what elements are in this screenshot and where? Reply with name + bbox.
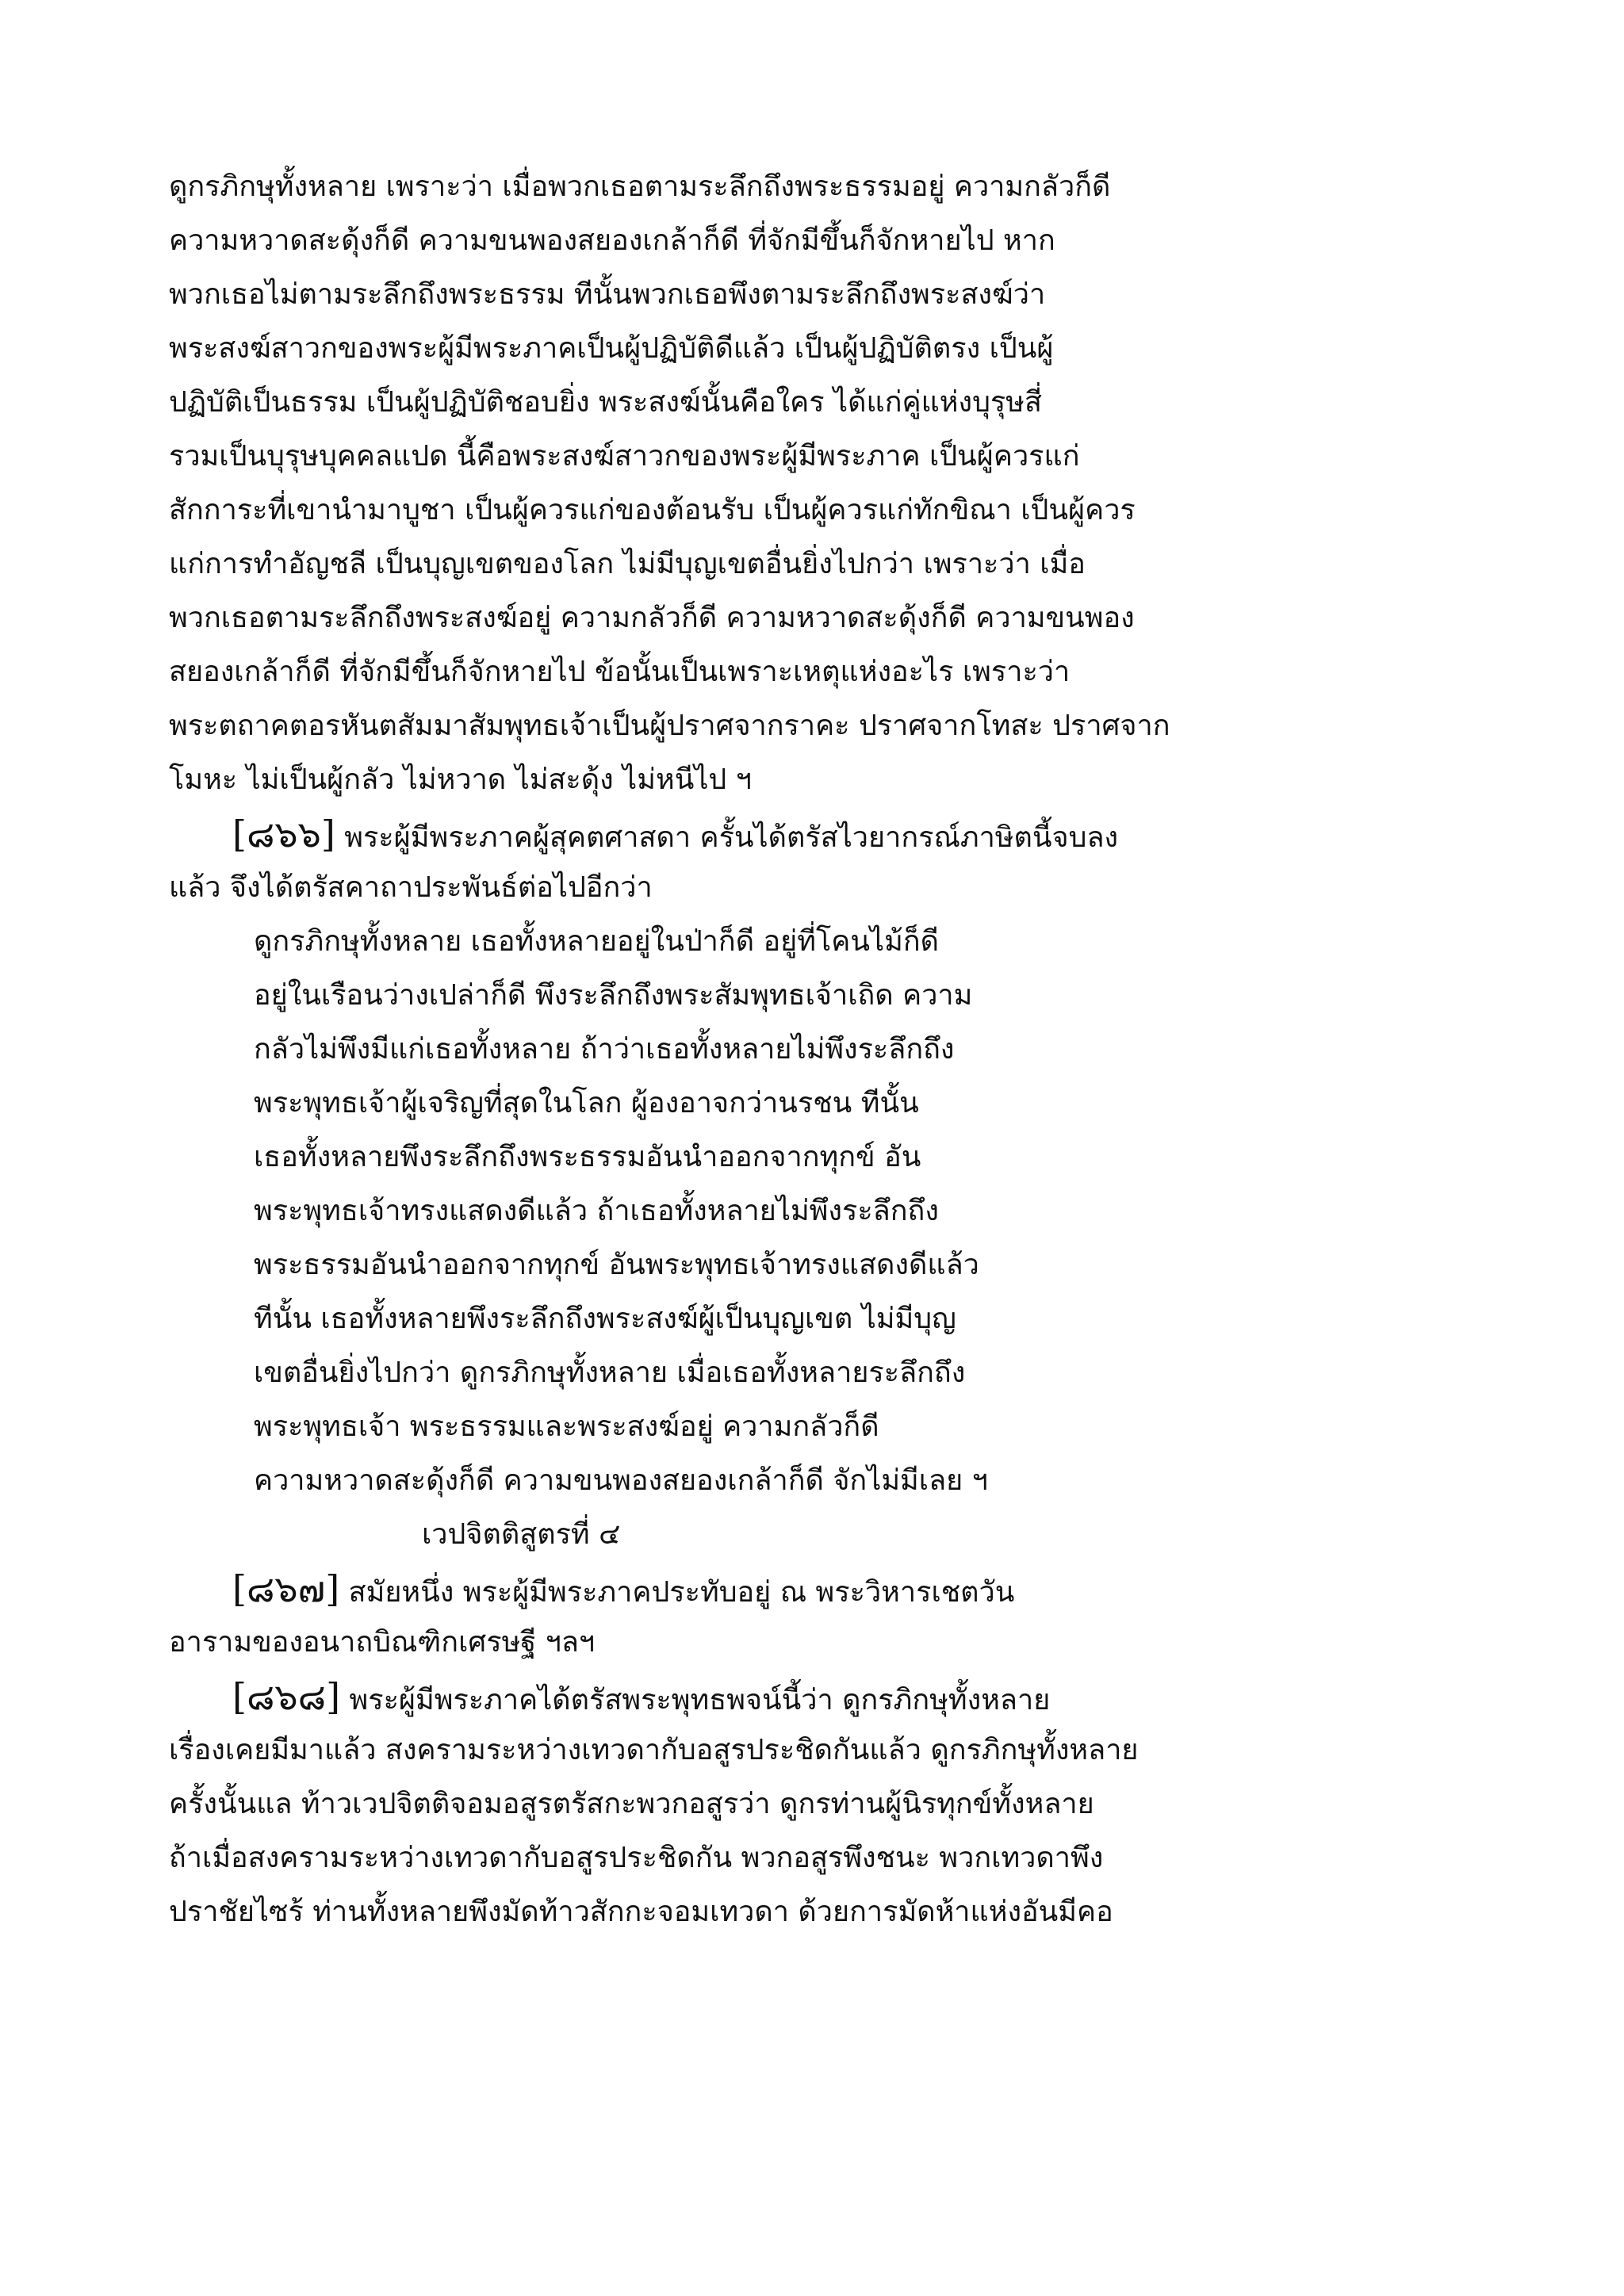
paragraph-867-first-line [232, 1563, 1014, 1614]
verse-line: เขตอื่นยิ่งไปกว่า ดูกรภิกษุทั้งหลาย เมื่อเธอทั้งหลายระลึกถึง [254, 1357, 966, 1389]
verse-line: พระพุทธเจ้าผู้เจริญที่สุดในโลก ผู้องอาจกว่านรชน ทีนั้น [254, 1087, 919, 1119]
verse-line: เธอทั้งหลายพึงระลึกถึงพระธรรมอันนำออกจากทุกข์ อัน [254, 1141, 921, 1173]
text-line: ถ้าเมื่อสงครามระหว่างเทวดากับอสูรประชิดกัน พวกอสูรพึงชนะ พวกเทวดาพึง [169, 1842, 1104, 1874]
verse-line: อยู่ในเรือนว่างเปล่าก็ดี พึงระลึกถึงพระสัมพุทธเจ้าเถิด ความ [254, 979, 973, 1012]
paragraph-text: สมัยหนึ่ง พระผู้มีพระภาคประทับอยู่ ณ พระวิหารเชตวัน [348, 1576, 1015, 1609]
text-line: รวมเป็นบุรุษบุคคลแปด นี้คือพระสงฆ์สาวกของพระผู้มีพระภาค เป็นผู้ควรแก่ [169, 440, 1080, 473]
text-line: พระสงฆ์สาวกของพระผู้มีพระภาคเป็นผู้ปฏิบัติดีแล้ว เป็นผู้ปฏิบัติตรง เป็นผู้ [169, 332, 1054, 365]
verse-line: พระธรรมอันนำออกจากทุกข์ อันพระพุทธเจ้าทรงแสดงดีแล้ว [254, 1249, 979, 1281]
text-line: ปราชัยไซร้ ท่านทั้งหลายพึงมัดท้าวสักกะจอมเทวดา ด้วยการมัดห้าแห่งอันมีคอ [169, 1896, 1113, 1928]
text-line: แก่การทำอัญชลี เป็นบุญเขตของโลก ไม่มีบุญเขตอื่นยิ่งไปกว่า เพราะว่า เมื่อ [169, 548, 1086, 580]
verse-line: ดูกรภิกษุทั้งหลาย เธอทั้งหลายอยู่ในป่าก็ดี อยู่ที่โคนไม้ก็ดี [254, 925, 939, 958]
sutta-title: เวปจิตติสูตรที่ ๔ [422, 1518, 621, 1551]
text-line: ความหวาดสะดุ้งก็ดี ความขนพองสยองเกล้าก็ดี ที่จักมีขึ้นก็จักหายไป หาก [169, 224, 1055, 257]
verse-line: ความหวาดสะดุ้งก็ดี ความขนพองสยองเกล้าก็ดี จักไม่มีเลย ฯ [254, 1464, 988, 1497]
text-line: แล้ว จึงได้ตรัสคาถาประพันธ์ต่อไปอีกว่า [169, 871, 653, 904]
paragraph-866-first-line [232, 809, 1118, 859]
text-line: สักการะที่เขานำมาบูชา เป็นผู้ควรแก่ของต้อนรับ เป็นผู้ควรแก่ทักขิณา เป็นผู้ควร [169, 494, 1136, 526]
text-line: ปฏิบัติเป็นธรรม เป็นผู้ปฏิบัติชอบยิ่ง พระสงฆ์นั้นคือใคร ได้แก่คู่แห่งบุรุษสี่ [169, 386, 1042, 419]
paragraph-number: [๘๖๖] [232, 813, 335, 855]
paragraph-number: [๘๖๘] [232, 1675, 341, 1718]
text-line: อารามของอนาถบิณฑิกเศรษฐี ฯลฯ [169, 1626, 596, 1659]
verse-line: พระพุทธเจ้า พระธรรมและพระสงฆ์อยู่ ความกลัวก็ดี [254, 1410, 879, 1443]
text-line: ดูกรภิกษุทั้งหลาย เพราะว่า เมื่อพวกเธอตามระลึกถึงพระธรรมอยู่ ความกลัวก็ดี [169, 170, 1111, 203]
paragraph-868-first-line [232, 1671, 1050, 1722]
text-line: พวกเธอตามระลึกถึงพระสงฆ์อยู่ ความกลัวก็ดี ความหวาดสะดุ้งก็ดี ความขนพอง [169, 602, 1135, 634]
text-line: สยองเกล้าก็ดี ที่จักมีขึ้นก็จักหายไป ข้อนั้นเป็นเพราะเหตุแห่งอะไร เพราะว่า [169, 656, 1071, 688]
verse-line: ทีนั้น เธอทั้งหลายพึงระลึกถึงพระสงฆ์ผู้เป็นบุญเขต ไม่มีบุญ [254, 1303, 956, 1335]
text-line: พวกเธอไม่ตามระลึกถึงพระธรรม ทีนั้นพวกเธอพึงตามระลึกถึงพระสงฆ์ว่า [169, 278, 1046, 311]
paragraph-number: [๘๖๗] [232, 1567, 340, 1610]
text-line: ครั้งนั้นแล ท้าวเวปจิตติจอมอสูรตรัสกะพวกอสูรว่า ดูกรท่านผู้นิรทุกข์ทั้งหลาย [169, 1788, 1094, 1820]
verse-line: กลัวไม่พึงมีแก่เธอทั้งหลาย ถ้าว่าเธอทั้งหลายไม่พึงระลึกถึง [254, 1033, 955, 1066]
text-line: เรื่องเคยมีมาแล้ว สงครามระหว่างเทวดากับอสูรประชิดกันแล้ว ดูกรภิกษุทั้งหลาย [169, 1734, 1139, 1766]
text-line: โมหะ ไม่เป็นผู้กลัว ไม่หวาด ไม่สะดุ้ง ไม่หนีไป ฯ [169, 763, 752, 796]
text-line: พระตถาคตอรหันตสัมมาสัมพุทธเจ้าเป็นผู้ปราศจากราคะ ปราศจากโทสะ ปราศจาก [169, 710, 1170, 742]
paragraph-text: พระผู้มีพระภาคผู้สุคตศาสดา ครั้นได้ตรัสไวยากรณ์ภาษิตนี้จบลง [344, 821, 1119, 854]
paragraph-text: พระผู้มีพระภาคได้ตรัสพระพุทธพจน์นี้ว่า ดูกรภิกษุทั้งหลาย [349, 1684, 1051, 1716]
verse-line: พระพุทธเจ้าทรงแสดงดีแล้ว ถ้าเธอทั้งหลายไม่พึงระลึกถึง [254, 1195, 939, 1227]
